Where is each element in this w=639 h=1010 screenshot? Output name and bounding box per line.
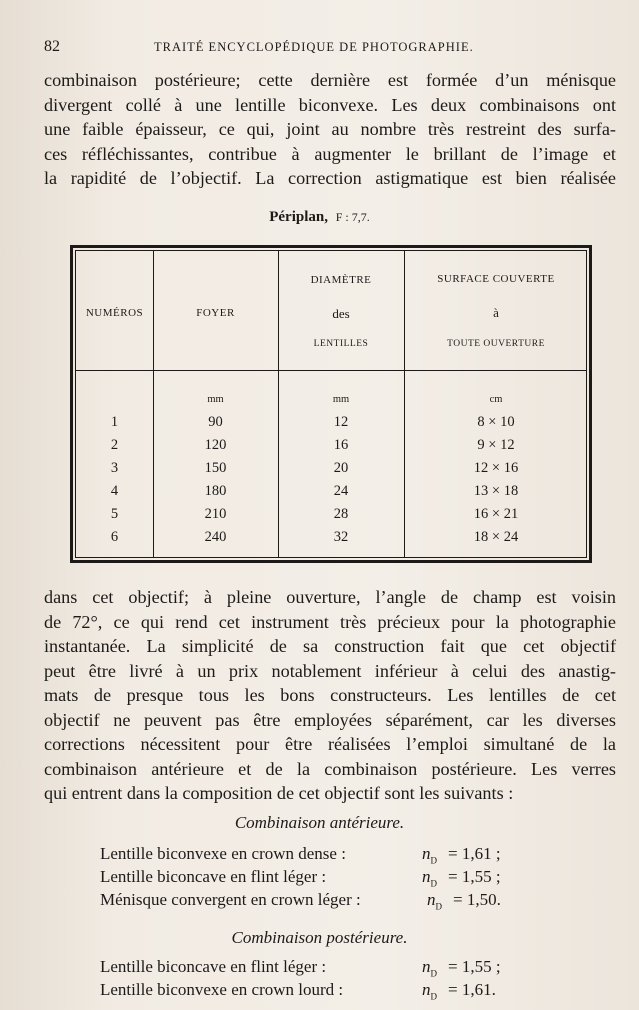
cell-diametre: 12 — [333, 414, 349, 430]
formula-value: = 1,50. — [453, 890, 501, 909]
nd-subscript: D — [430, 855, 437, 866]
text-line: la rapidité de l’objectif. La correction astigmatique est bien réalisée — [44, 168, 616, 188]
formula-value: = 1,55 ; — [448, 867, 501, 886]
text-line: peut être livré à un prix notablement inférieur à celui des anastig- — [44, 660, 616, 681]
unit-diametre: mm — [332, 394, 350, 405]
cell-surface: 18 × 24 — [473, 529, 519, 545]
formula-value: = 1,61. — [448, 980, 496, 999]
lens-table — [70, 245, 592, 563]
text-line: combinaison postérieure; cette dernière est formée d’un ménisque — [44, 70, 616, 90]
unit-surface: cm — [489, 394, 503, 405]
formula-line — [100, 867, 501, 889]
text-line: objectif ne peuvent pas être employées séparément, car les diverses — [44, 709, 616, 730]
page-header — [44, 38, 615, 58]
formula-label: Lentille biconvexe en crown dense : — [100, 844, 346, 863]
formula-line — [100, 980, 496, 1002]
cell-num: 2 — [110, 437, 119, 453]
formula-label: Ménisque convergent en crown léger : — [100, 890, 361, 909]
header-numeros: NUMÉROS — [85, 307, 144, 319]
nd-subscript: D — [430, 878, 437, 889]
text-line: instantanée. La simplicité de sa construction fait que cet objectif — [44, 636, 616, 656]
text-line: corrections nécessitent pour être réalisées l’emploi simultané de la — [44, 734, 616, 754]
nd-letter: n — [422, 844, 431, 863]
table-caption-aperture: F : 7,7. — [335, 210, 370, 224]
refractive-index-symbol — [422, 867, 437, 888]
cell-num: 6 — [110, 529, 119, 545]
subheading-posterior: Combinaison postérieure. — [231, 928, 408, 947]
cell-num: 4 — [110, 483, 119, 499]
cell-foyer: 90 — [208, 414, 223, 430]
nd-subscript: D — [435, 901, 442, 912]
cell-surface: 9 × 12 — [477, 437, 515, 453]
formula-value: = 1,61 ; — [448, 844, 501, 863]
cell-foyer: 240 — [204, 529, 227, 545]
cell-surface: 13 × 18 — [473, 483, 519, 499]
text-line: ces réfléchissantes, contribue à augmenter le brillant de l’image et — [44, 143, 616, 164]
formula-line — [100, 957, 501, 979]
header-divider — [76, 370, 586, 371]
cell-diametre: 32 — [333, 529, 349, 545]
paragraph-bottom — [44, 585, 616, 806]
text-line: combinaison antérieure et de la combinaison postérieure. Les verres — [44, 758, 616, 779]
header-diametre: DIAMÈTRE — [310, 274, 372, 286]
table-caption — [0, 209, 639, 226]
cell-foyer: 120 — [204, 437, 227, 453]
text-line: dans cet objectif; à pleine ouverture, l’angle de champ est voisin — [44, 587, 616, 607]
header-toute-ouverture: TOUTE OUVERTURE — [447, 339, 545, 349]
header-surface-a: à — [493, 305, 499, 320]
refractive-index-symbol — [422, 980, 437, 1001]
cell-diametre: 20 — [333, 460, 349, 476]
refractive-index-symbol — [427, 890, 442, 911]
formula-line — [100, 890, 501, 912]
text-line: qui entrent dans la composition de cet objectif sont les suivants : — [44, 783, 514, 803]
nd-letter: n — [422, 867, 431, 886]
cell-num: 1 — [110, 414, 119, 430]
paragraph-top — [44, 68, 616, 191]
nd-subscript: D — [430, 991, 437, 1002]
cell-diametre: 28 — [333, 506, 349, 522]
text-line: divergent collé à une lentille biconvexe. Les deux combinaisons ont — [44, 94, 616, 115]
cell-surface: 8 × 10 — [477, 414, 515, 430]
refractive-index-symbol — [422, 844, 437, 865]
cell-foyer: 150 — [204, 460, 227, 476]
formula-label: Lentille biconcave en flint léger : — [100, 867, 327, 886]
refractive-index-symbol — [422, 957, 437, 978]
nd-letter: n — [422, 957, 431, 976]
text-line: une faible épaisseur, ce qui, joint au nombre très restreint des surfa- — [44, 119, 616, 139]
formula-label: Lentille biconcave en flint léger : — [100, 957, 327, 976]
formula-line — [100, 844, 501, 866]
nd-subscript: D — [430, 968, 437, 979]
unit-foyer: mm — [207, 394, 224, 405]
running-head: TRAITÉ ENCYCLOPÉDIQUE DE PHOTOGRAPHIE. — [154, 40, 474, 54]
cell-num: 3 — [110, 460, 119, 476]
header-lentilles: LENTILLES — [313, 339, 369, 349]
text-line: mats de presque tous les bons constructeurs. Les lentilles de cet — [44, 685, 616, 705]
subheading-anterior: Combinaison antérieure. — [234, 813, 405, 832]
cell-diametre: 24 — [333, 483, 349, 499]
formula-value: = 1,55 ; — [448, 957, 501, 976]
formula-label: Lentille biconvexe en crown lourd : — [100, 980, 344, 999]
page-number: 82 — [44, 38, 60, 55]
header-surface: SURFACE COUVERTE — [437, 273, 555, 285]
header-diametre-des: des — [332, 306, 350, 321]
cell-num: 5 — [110, 506, 119, 522]
cell-surface: 12 × 16 — [473, 460, 519, 476]
table-caption-title: Périplan, — [269, 209, 328, 225]
nd-letter: n — [422, 980, 431, 999]
cell-diametre: 16 — [333, 437, 349, 453]
lens-table-inner — [75, 250, 587, 558]
cell-surface: 16 × 21 — [473, 506, 519, 522]
header-foyer: FOYER — [196, 307, 235, 319]
cell-foyer: 180 — [204, 483, 227, 499]
cell-foyer: 210 — [204, 506, 227, 522]
text-line: de 72°, ce qui rend cet instrument très précieux pour la photographie — [44, 611, 616, 632]
nd-letter: n — [427, 890, 436, 909]
